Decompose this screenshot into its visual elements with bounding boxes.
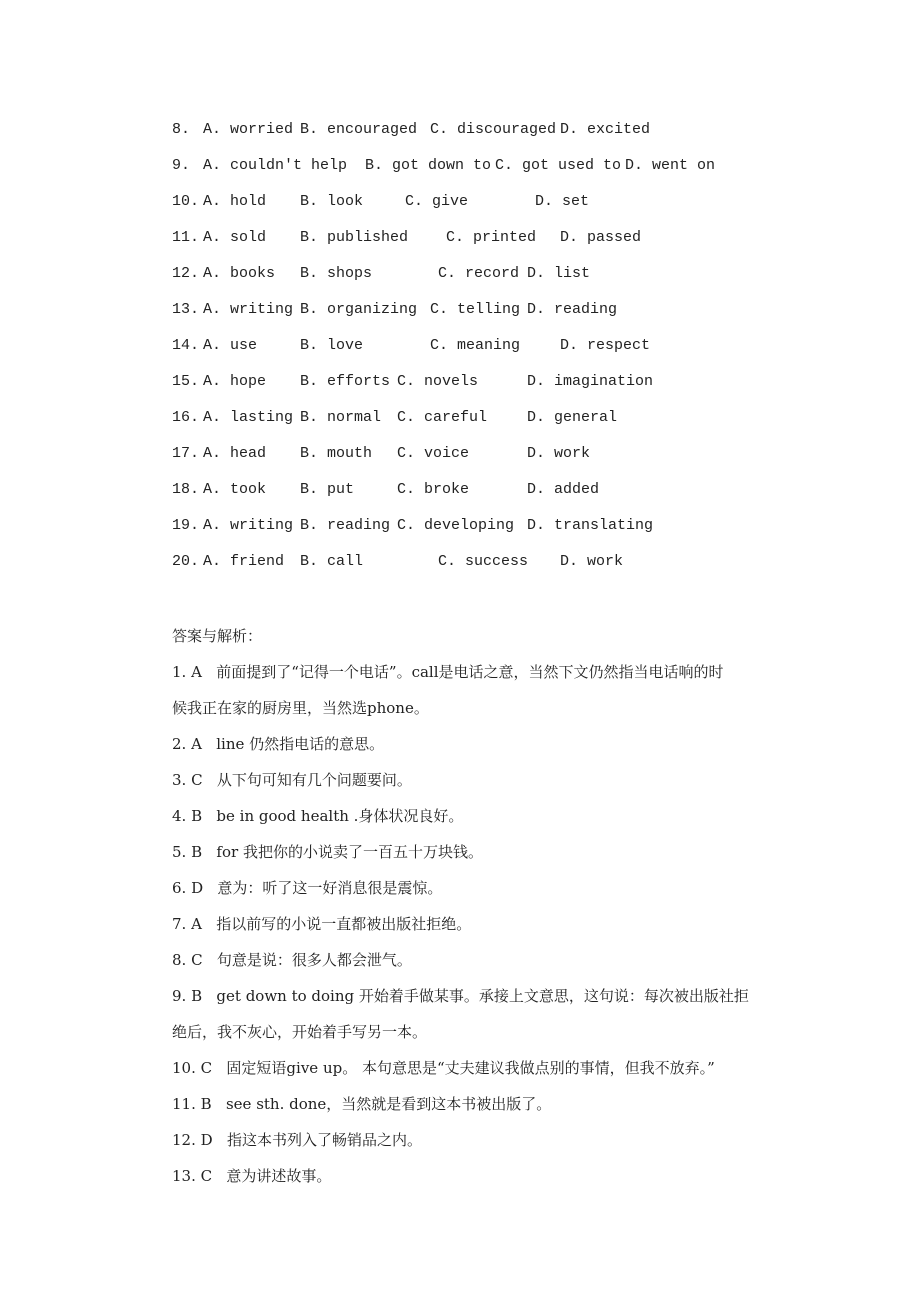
- answer-line: [172, 804, 792, 828]
- option-b: B. reading: [300, 517, 391, 534]
- option-a: A. lasting: [203, 409, 294, 426]
- question-number: 16.: [172, 409, 200, 426]
- option-c: C. success: [438, 553, 529, 570]
- question-number: 9.: [172, 157, 191, 174]
- answer-number: 1. A: [172, 663, 202, 681]
- answer-line: [172, 912, 792, 936]
- answer-text: 固定短语give up。 本句意思是“丈夫建议我做点别的事情，但我不放弃。”: [226, 1059, 715, 1077]
- question-number: 18.: [172, 481, 200, 498]
- answer-line: [172, 732, 792, 756]
- answer-number: 12. D: [172, 1131, 213, 1149]
- answer-text: see sth. done，当然就是看到这本书被出版了。: [225, 1095, 552, 1113]
- option-c: C. developing: [397, 517, 515, 534]
- option-d: D. set: [535, 193, 590, 210]
- answer-number: 7. A: [172, 915, 202, 933]
- option-c: C. novels: [397, 373, 479, 390]
- option-c: C. broke: [397, 481, 470, 498]
- option-a: A. took: [203, 481, 267, 498]
- option-a: A. writing: [203, 301, 294, 318]
- option-d: D. work: [527, 445, 591, 462]
- option-d: D. excited: [560, 121, 651, 138]
- answer-number: 10. C: [172, 1059, 213, 1077]
- answer-text: line 仍然指电话的意思。: [216, 735, 385, 753]
- option-d: D. translating: [527, 517, 654, 534]
- option-c: C. got used to: [495, 157, 622, 174]
- option-d: D. added: [527, 481, 600, 498]
- option-d: D. went on: [625, 157, 716, 174]
- option-b: B. mouth: [300, 445, 373, 462]
- option-c: C. careful: [397, 409, 488, 426]
- question-number: 13.: [172, 301, 200, 318]
- answer-line: [172, 1092, 792, 1116]
- option-d: D. work: [560, 553, 624, 570]
- answer-number: 9. B: [172, 987, 203, 1005]
- option-a: A. writing: [203, 517, 294, 534]
- answer-number: 5. B: [172, 843, 203, 861]
- option-b: B. efforts: [300, 373, 391, 390]
- option-a: A. worried: [203, 121, 294, 138]
- answer-line: [172, 948, 792, 972]
- answer-text: 候我正在家的厨房里，当然选phone。: [172, 699, 429, 717]
- answer-text: 指这本书列入了畅销品之内。: [226, 1131, 422, 1149]
- question-number: 11.: [172, 229, 200, 246]
- question-number: 8.: [172, 121, 191, 138]
- question-number: 10.: [172, 193, 200, 210]
- answer-continuation: [172, 1020, 792, 1044]
- option-a: A. couldn't help: [203, 157, 348, 174]
- option-b: B. encouraged: [300, 121, 418, 138]
- option-d: D. list: [527, 265, 591, 282]
- option-c: C. voice: [397, 445, 470, 462]
- answer-text: 前面提到了“记得一个电话”。call是电话之意，当然下文仍然指当电话响的时: [216, 663, 724, 681]
- answer-text: 意为讲述故事。: [226, 1167, 332, 1185]
- option-c: C. give: [405, 193, 469, 210]
- question-number: 20.: [172, 553, 200, 570]
- question-number: 19.: [172, 517, 200, 534]
- option-c: C. discouraged: [430, 121, 557, 138]
- answer-continuation: [172, 696, 792, 720]
- option-d: D. respect: [560, 337, 651, 354]
- option-d: D. general: [527, 409, 618, 426]
- answers-heading: 答案与解析：: [172, 627, 263, 645]
- option-b: B. look: [300, 193, 364, 210]
- answer-line: [172, 876, 792, 900]
- answer-number: 8. C: [172, 951, 203, 969]
- answer-number: 4. B: [172, 807, 203, 825]
- answer-text: be in good health .身体状况良好。: [216, 807, 464, 825]
- question-number: 14.: [172, 337, 200, 354]
- option-b: B. love: [300, 337, 364, 354]
- answer-text: 意为：听了这一好消息很是震惊。: [217, 879, 443, 897]
- answer-text: 从下句可知有几个问题要问。: [216, 771, 412, 789]
- option-c: C. meaning: [430, 337, 521, 354]
- option-b: B. got down to: [365, 157, 492, 174]
- question-number: 17.: [172, 445, 200, 462]
- option-a: A. sold: [203, 229, 267, 246]
- answer-number: 11. B: [172, 1095, 212, 1113]
- answer-number: 3. C: [172, 771, 203, 789]
- option-b: B. call: [300, 553, 364, 570]
- question-number: 15.: [172, 373, 200, 390]
- answer-number: 13. C: [172, 1167, 213, 1185]
- option-b: B. shops: [300, 265, 373, 282]
- answer-line: [172, 768, 792, 792]
- option-c: C. telling: [430, 301, 521, 318]
- answer-line: [172, 984, 792, 1008]
- answer-text: get down to doing 开始着手做某事。承接上文意思，这句说：每次被出版社拒: [216, 987, 749, 1005]
- option-c: C. record: [438, 265, 520, 282]
- option-b: B. organizing: [300, 301, 418, 318]
- option-a: A. books: [203, 265, 276, 282]
- answer-number: 6. D: [172, 879, 204, 897]
- answer-line: [172, 1056, 792, 1080]
- option-a: A. head: [203, 445, 267, 462]
- answer-text: 绝后，我不灰心，开始着手写另一本。: [172, 1023, 428, 1041]
- option-a: A. hold: [203, 193, 267, 210]
- option-d: D. imagination: [527, 373, 654, 390]
- answer-line: [172, 840, 792, 864]
- option-b: B. put: [300, 481, 355, 498]
- option-b: B. published: [300, 229, 409, 246]
- answer-line: [172, 660, 792, 684]
- question-number: 12.: [172, 265, 200, 282]
- option-a: A. hope: [203, 373, 267, 390]
- answer-text: 句意是说：很多人都会泄气。: [216, 951, 412, 969]
- option-a: A. use: [203, 337, 258, 354]
- option-d: D. passed: [560, 229, 642, 246]
- option-c: C. printed: [446, 229, 537, 246]
- answer-line: [172, 1128, 792, 1152]
- answer-line: [172, 1164, 792, 1188]
- answer-text: 指以前写的小说一直都被出版社拒绝。: [216, 915, 472, 933]
- answer-number: 2. A: [172, 735, 202, 753]
- option-a: A. friend: [203, 553, 285, 570]
- option-b: B. normal: [300, 409, 382, 426]
- option-d: D. reading: [527, 301, 618, 318]
- answer-text: for 我把你的小说卖了一百五十万块钱。: [216, 843, 483, 861]
